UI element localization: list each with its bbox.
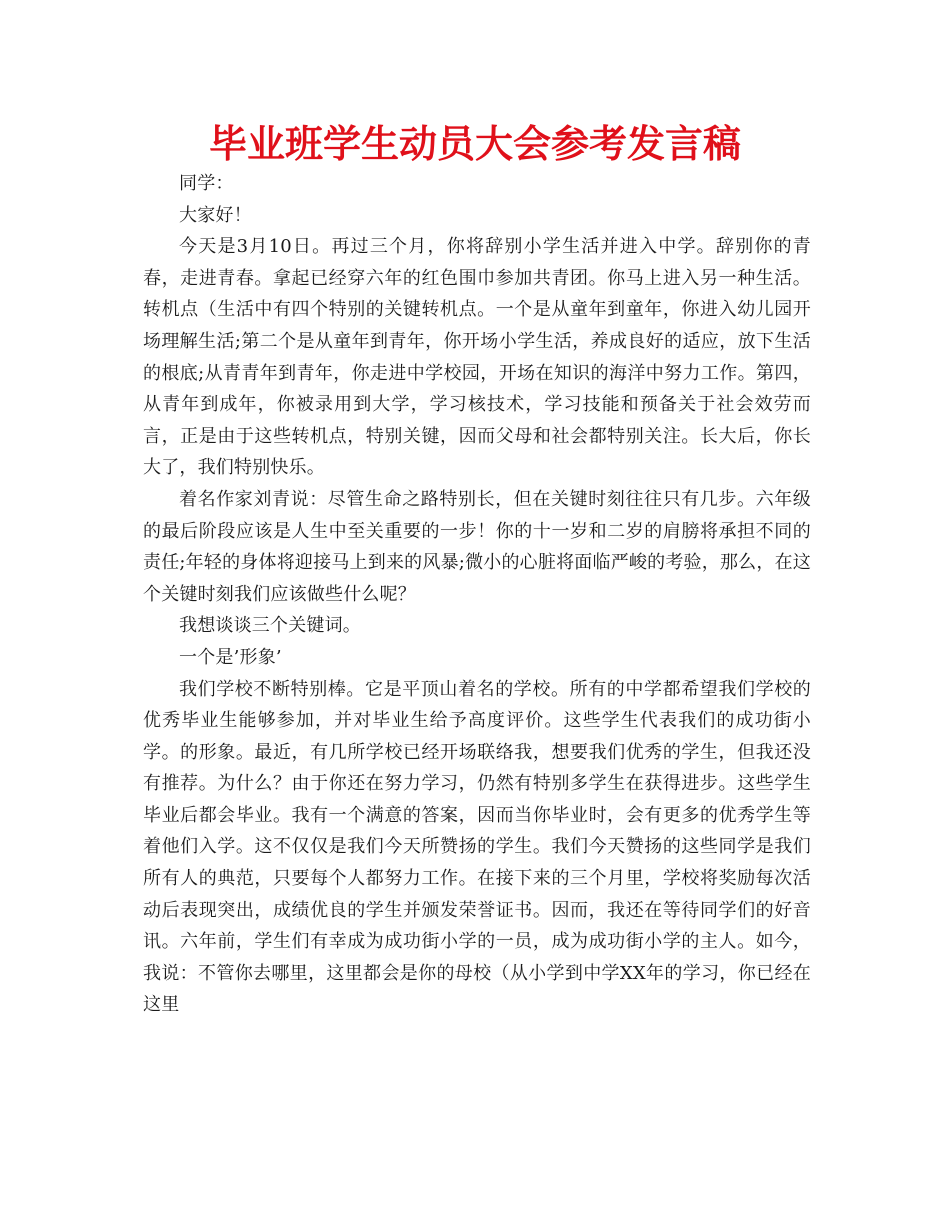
paragraph: 今天是3月10日。再过三个月，你将辞别小学生活并进入中学。辞别你的青春，走进青春。拿起已经穿六年的红色围巾参加共青团。你马上进入另一种生活。转机点（生活中有四个特别的关键转机点。一个是从童年到童年，你进入幼儿园开场理解生活;第二个是从童年到青年，你开场小学生活，养成良好的适应，放下生活的根底;从青青年到青年，你走进中学校园，开场在知识的海洋中努力工作。第四，从青年到成年，你被录用到大学，学习核技术，学习技能和预备关于社会效劳而言，正是由于这些转机点，特别关键，因而父母和社会都特别关注。长大后，你长大了，我们特别快乐。 [143, 236, 811, 479]
paragraph: 着名作家刘青说：尽管生命之路特别长，但在关键时刻往往只有几步。六年级的最后阶段应该是人生中至关重要的一步！你的十一岁和二岁的肩膀将承担不同的责任;年轻的身体将迎接马上到来的风暴;微小的心脏将面临严峻的考验，那么，在这个关键时刻我们应该做些什么呢？ [143, 488, 811, 605]
section-heading: 一个是’形象’ [179, 646, 282, 668]
document-body [143, 168, 811, 1021]
paragraph: 我们学校不断特别棒。它是平顶山着名的学校。所有的中学都希望我们学校的优秀毕业生能够参加，并对毕业生给予高度评价。这些学生代表我们的成功街小学。的形象。最近，有几所学校已经开场联络我，想要我们优秀的学生，但我还没有推荐。为什么？由于你还在努力学习，仍然有特别多学生在获得进步。这些学生毕业后都会毕业。我有一个满意的答案，因而当你毕业时，会有更多的优秀学生等着他们入学。这不仅仅是我们今天所赞扬的学生。我们今天赞扬的这些同学是我们所有人的典范，只要每个人都努力工作。在接下来的三个月里，学校将奖励每次活动后表现突出，成绩优良的学生并颁发荣誉证书。因而，我还在等待同学们的好音讯。六年前，学生们有幸成为成功街小学的一员，成为成功街小学的主人。如今，我说：不管你去哪里，这里都会是你的母校（从小学到中学XX年的学习，你已经在这里 [143, 678, 811, 1016]
salutation: 同学： [179, 173, 234, 194]
document-title: 毕业班学生动员大会参考发言稿 [208, 122, 741, 166]
greeting: 大家好！ [179, 204, 252, 226]
paragraph: 我想谈谈三个关键词。 [179, 615, 361, 637]
